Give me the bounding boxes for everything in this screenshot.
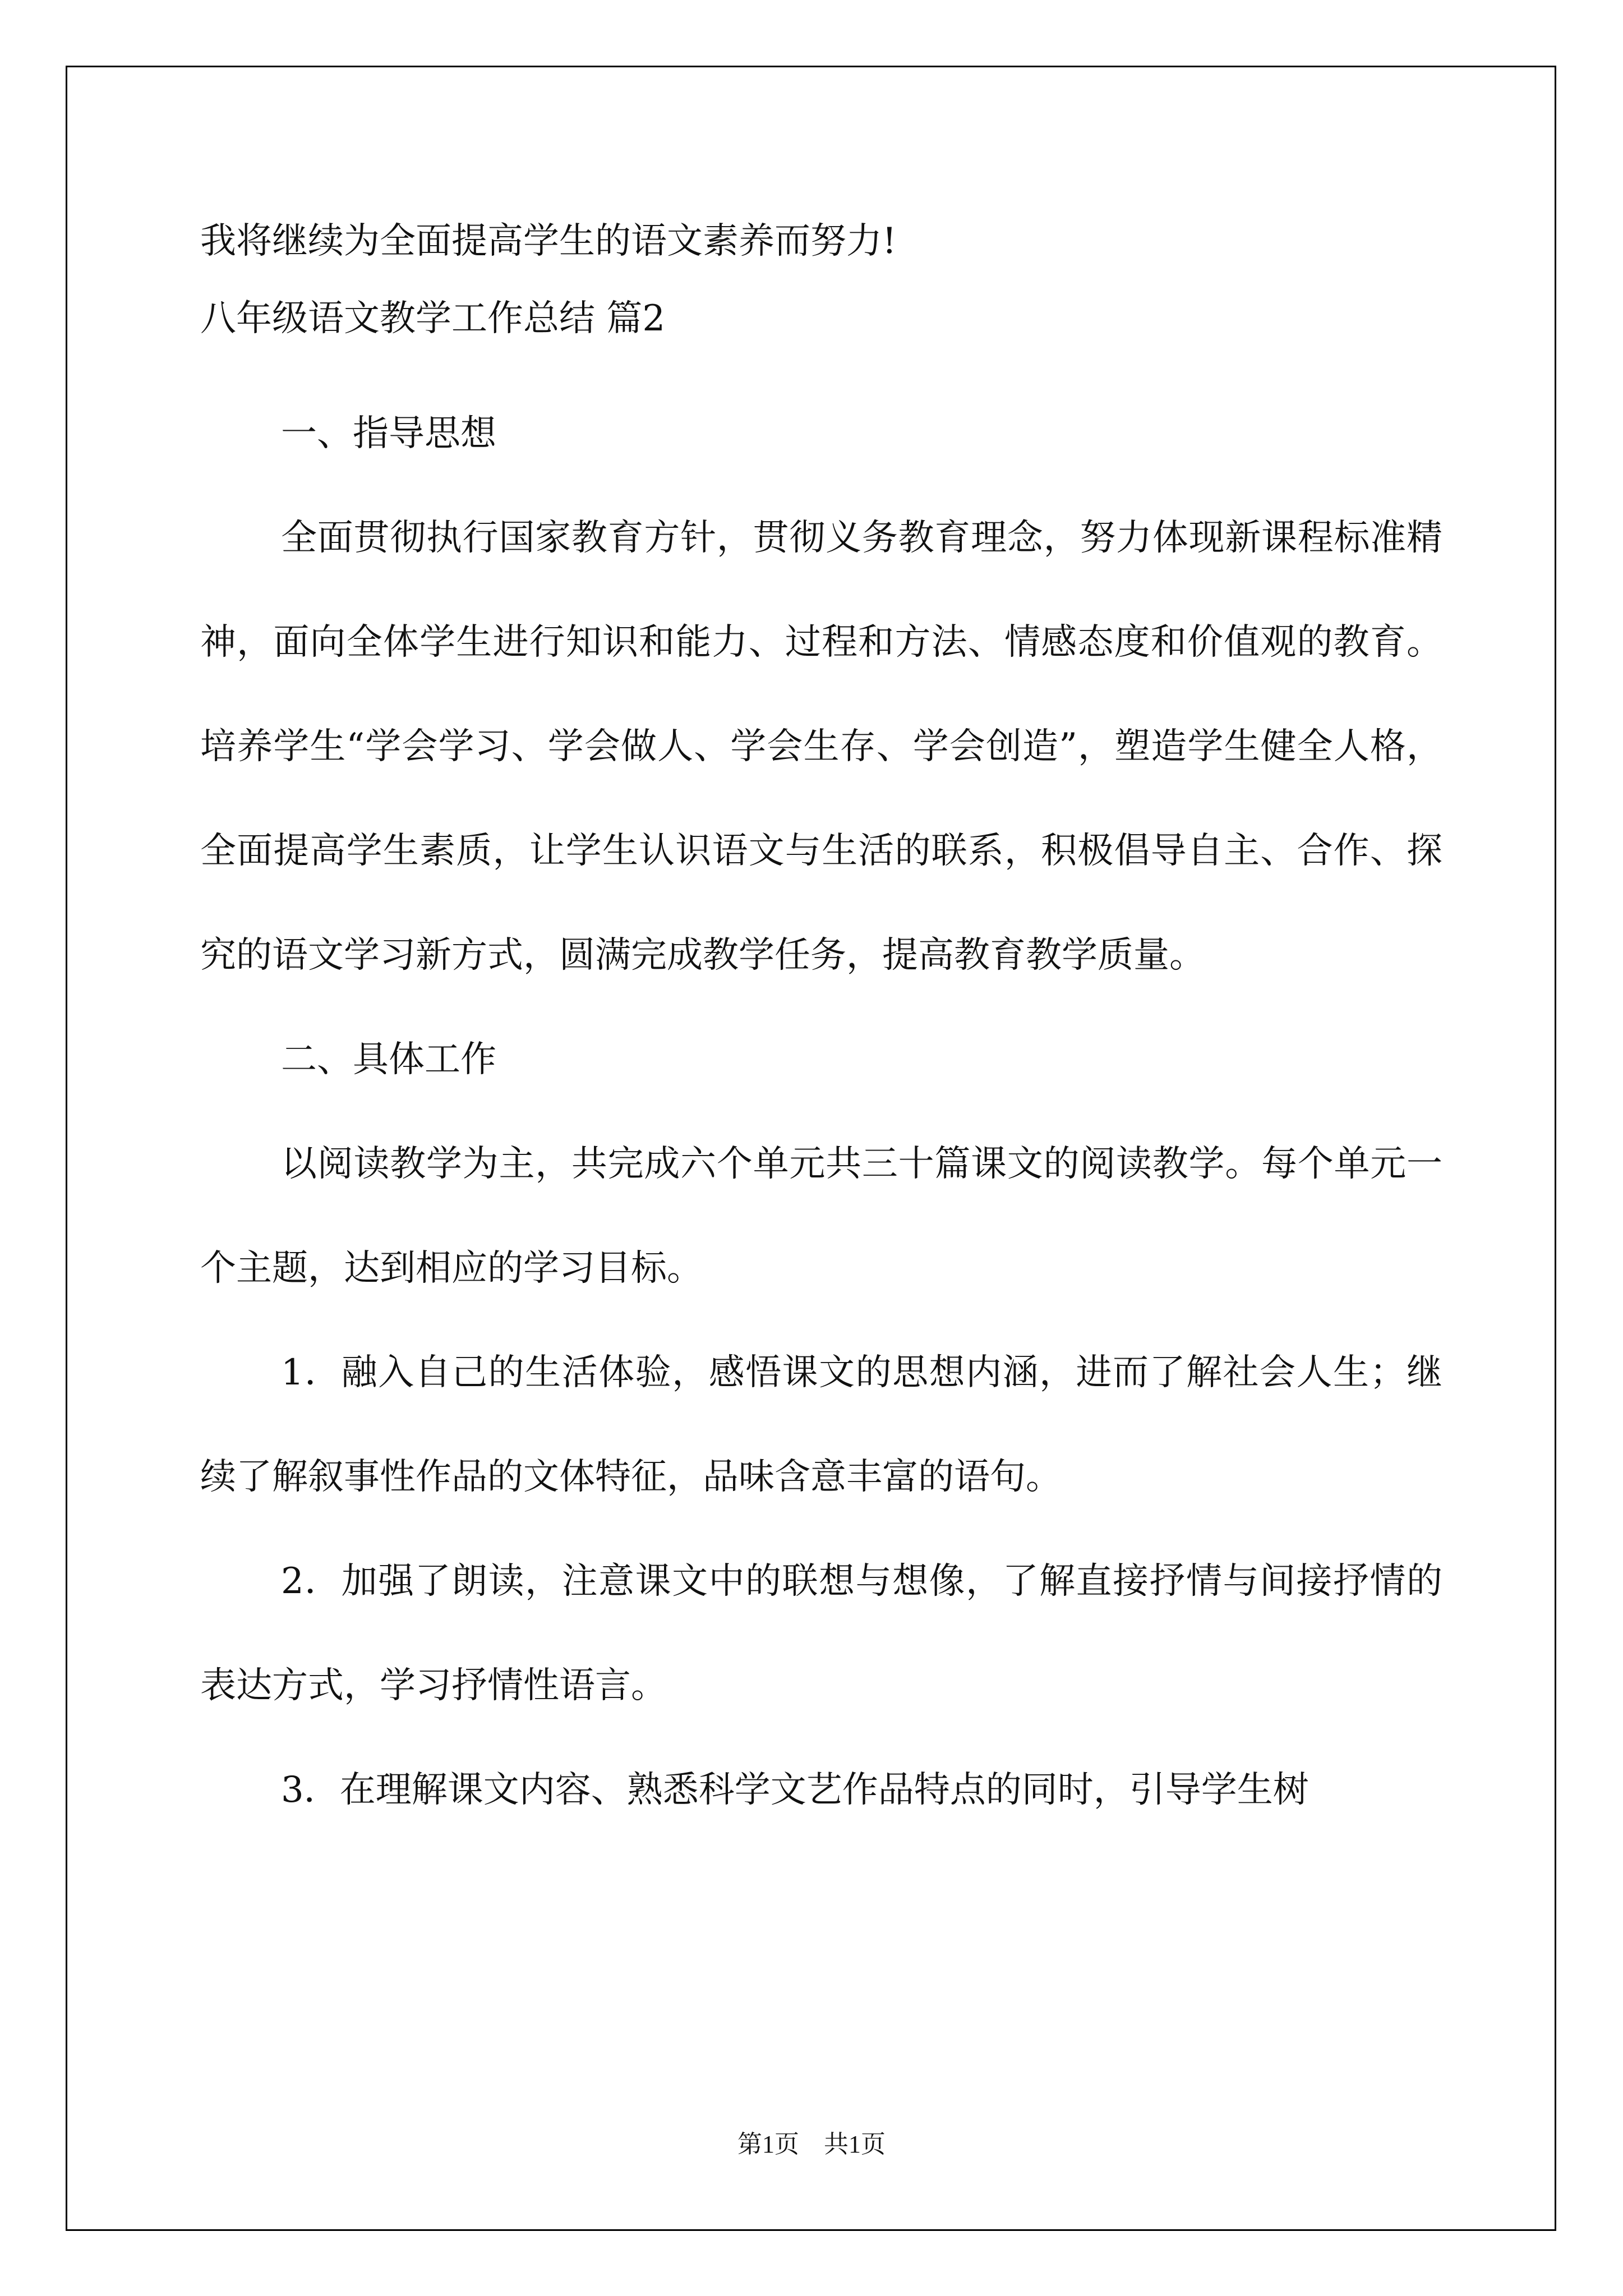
list-item-3: 3．在理解课文内容、熟悉科学文艺作品特点的同时，引导学生树 [281,1769,1309,1811]
paragraph-reading-teaching: 以阅读教学为主，共完成六个单元共三十篇课文的阅读教学。每个单元一个主题，达到相应的学习目标。 [200,1143,1442,1289]
list-item-2: 2．加强了朗读，注意课文中的联想与想像，了解直接抒情与间接抒情的表达方式，学习抒情性语言。 [200,1561,1442,1706]
list-item-1: 1．融入自己的生活体验，感悟课文的思想内涵，进而了解社会人生；继续了解叙事性作品的文体特征，品味含意丰富的语句。 [200,1352,1442,1498]
heading-specific-work: 二、具体工作 [281,1039,496,1080]
document-body [200,208,1442,1842]
section-title: 八年级语文教学工作总结 篇2 [200,298,666,339]
paragraph-guiding-thought: 全面贯彻执行国家教育方针，贯彻义务教育理念，努力体现新课程标准精神，面向全体学生进行知识和能力、过程和方法、情感态度和价值观的教育。培养学生“学会学习、学会做人、学会生存、学会创造”，塑造学生健全人格，全面提高学生素质，让学生认识语文与生活的联系，积极倡导自主、合作、探究的语文学习新方式，圆满完成教学任务，提高教育教学质量。 [200,517,1442,976]
closing-line: 我将继续为全面提高学生的语文素养而努力! [200,220,897,262]
heading-guiding-thought: 一、指导思想 [281,413,496,454]
page-footer: 第1页 共1页 [737,2131,886,2158]
